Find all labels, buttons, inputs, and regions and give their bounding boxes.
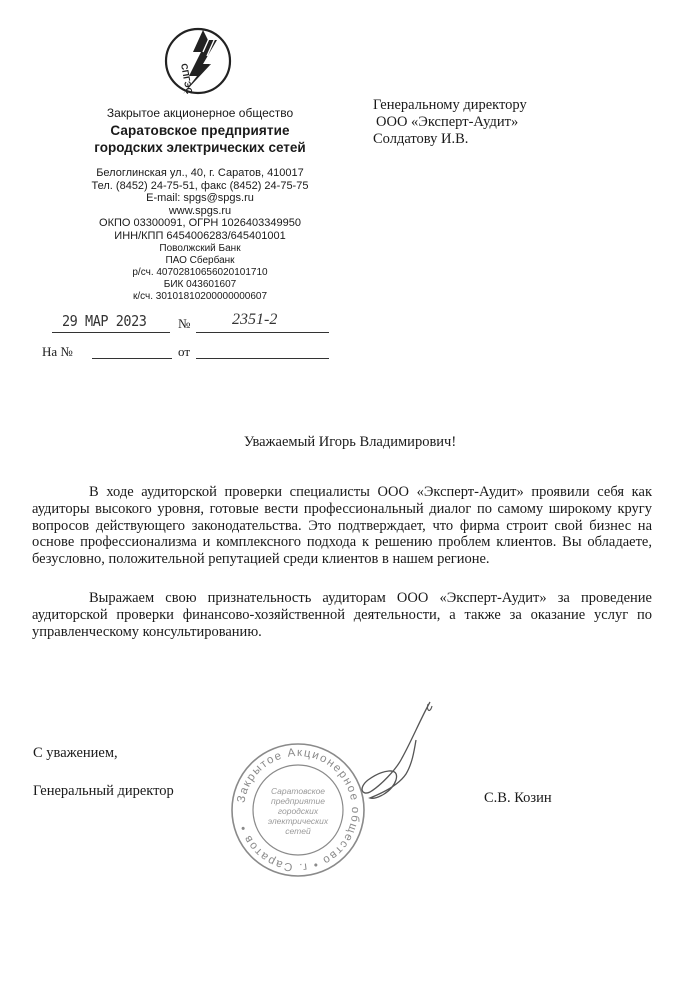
company-address: Белоглинская ул., 40, г. Саратов, 410017 — [96, 167, 304, 179]
incoming-number-label: На № — [42, 344, 73, 359]
organization-header — [55, 106, 345, 155]
bank-bik: БИК 043601607 — [163, 278, 237, 290]
stamp-inner-text: Саратовское предприятие городских электрических сетей — [267, 786, 329, 836]
bank-account: р/сч. 40702810656020101710 — [132, 266, 268, 278]
letter-number: 2351-2 — [232, 311, 278, 328]
company-name-line-1: Саратовское предприятие — [110, 123, 290, 138]
logo-text: СПГЭС — [179, 62, 195, 95]
incoming-date-label: от — [178, 344, 191, 359]
handwritten-signature — [340, 700, 460, 820]
body-paragraph: Выражаем свою признательность аудиторам ООО «Эксперт-Аудит» за проведение аудиторской проверки финансово-хозяйственной деятельности, а также за оказание услуг по управленческому консультированию. — [32, 589, 652, 640]
body-paragraph: В ходе аудиторской проверки специалисты ООО «Эксперт-Аудит» проявили себя как аудиторы высокого уровня, готовые вести профессиональный диалог по самому широкому кругу вопросов действующего законодательства. Это подтверждает, что фирма строит свой бизнес на основе профессионализма и комплексного подхода к решению проблем клиентов. Вы обладаете, безусловно, положительной репутацией среди клиентов в нашем регионе. — [32, 484, 652, 568]
incoming-date-underline — [196, 358, 329, 359]
signer-position: Генеральный директор — [33, 783, 174, 799]
company-logo — [163, 26, 233, 96]
company-okpo-ogrn: ОКПО 03300091, ОГРН 1026403349950 — [99, 217, 301, 230]
recipient-block — [373, 97, 527, 148]
recipient-position: Генеральному директору — [373, 97, 527, 113]
lightning-logo-icon — [163, 26, 233, 96]
signature-icon — [340, 700, 460, 820]
company-phone: Тел. (8452) 24-75-51, факс (8452) 24-75-75 — [91, 179, 309, 192]
company-email: E-mail: spgs@spgs.ru — [146, 192, 254, 205]
greeting: Уважаемый Игорь Владимирович! — [243, 434, 457, 450]
company-inn-kpp: ИНН/КПП 6454006283/645401001 — [114, 229, 286, 242]
signer-name: С.В. Козин — [484, 790, 552, 806]
stamp-outer-text: Закрытое Акционерное общество • г. Саратов • — [235, 746, 362, 874]
recipient-name: Солдатову И.В. — [373, 131, 469, 147]
company-type: Закрытое акционерное общество — [106, 106, 294, 120]
date-underline — [52, 332, 170, 333]
incoming-number-underline — [92, 358, 172, 359]
letter-body — [32, 484, 652, 662]
number-label: № — [178, 316, 191, 331]
closing-regards: С уважением, — [33, 745, 118, 761]
bank-name-1: Поволжский Банк — [159, 242, 241, 254]
bank-name-2: ПАО Сбербанк — [165, 254, 235, 266]
number-underline — [196, 332, 329, 333]
recipient-company: ООО «Эксперт-Аудит» — [376, 114, 519, 130]
bank-corr-account: к/сч. 30101810200000000607 — [132, 290, 268, 302]
company-name-line-2: городских электрических сетей — [94, 140, 306, 155]
company-website: www.spgs.ru — [168, 204, 232, 217]
letter-date: 29 МАР 2023 — [62, 312, 147, 330]
company-requisites — [55, 167, 345, 303]
